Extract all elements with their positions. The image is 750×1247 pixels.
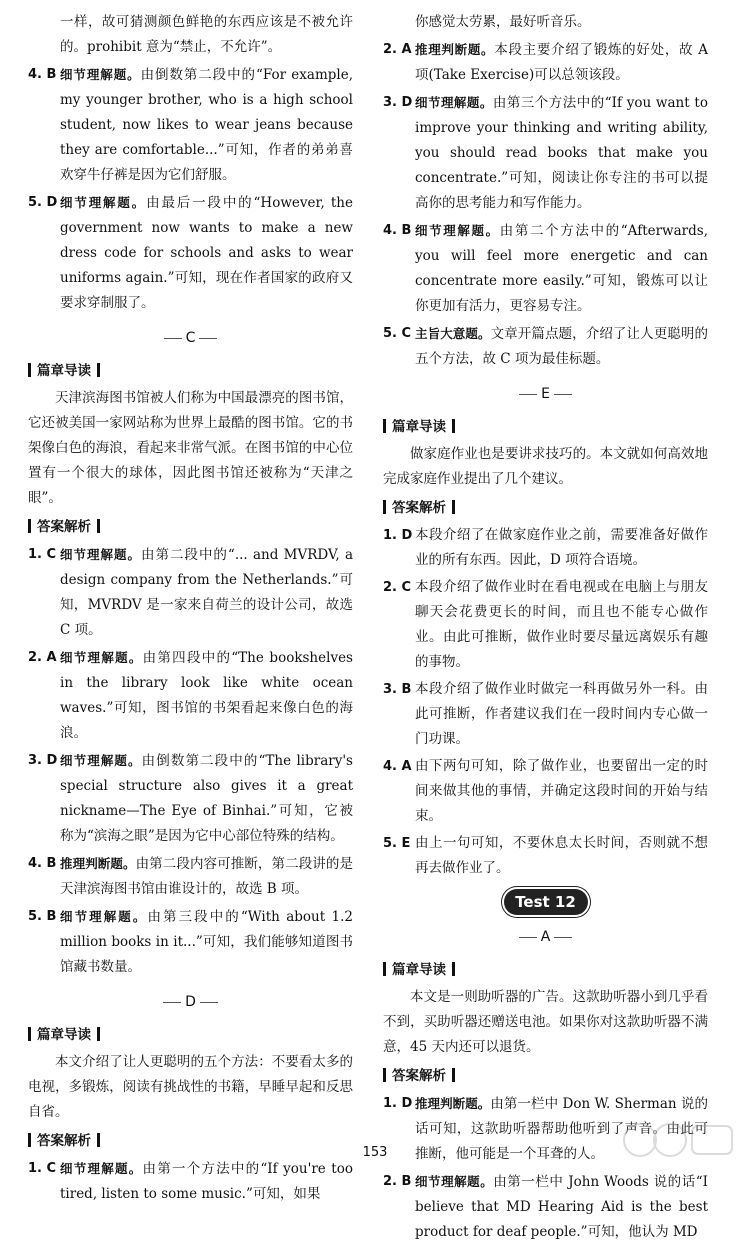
answer-item: [28, 542, 353, 643]
guide-paragraph: 天津滨海图书馆被人们称为中国最漂亮的图书馆，它还被美国一家网站称为世界上最酷的图书馆。它的书架像白色的海浪，看起来非常气派。在图书馆的中心位置有一个很大的球体，因此图书馆还被称为“天津之眼”。: [28, 390, 353, 506]
question-type: 细节理解题。: [415, 1174, 494, 1189]
section-divider: [28, 990, 353, 1015]
question-type: 细节理解题。: [60, 67, 141, 82]
answer-number: 2. A: [28, 650, 57, 665]
question-type: 细节理解题。: [60, 909, 148, 924]
right-column: [383, 10, 708, 1247]
answer-item: [28, 645, 353, 746]
answer-text: 由下两句可知，除了做作业，也要留出一定的时间来做其他的事情，并确定这段时间的开始与结束。: [415, 758, 708, 824]
question-type: 推理判断题。: [415, 1096, 491, 1111]
section-heading: 篇章导读: [28, 359, 353, 384]
answer-text: 本段介绍了做作业时在看电视或在电脑上与朋友聊天会花费更长的时间，而且也不能专心做作业。由此可推断，做作业时要尽量远离娱乐有趣的事物。: [415, 579, 708, 670]
section-heading: 篇章导读: [28, 1023, 353, 1048]
question-type: 细节理解题。: [60, 1161, 143, 1176]
answer-number: 3. D: [383, 95, 413, 110]
section-letter: D: [185, 994, 196, 1010]
answer-number: 5. C: [383, 326, 412, 341]
answer-item: [383, 523, 708, 573]
answer-item: [383, 677, 708, 752]
answer-number: 3. B: [383, 682, 412, 697]
question-type: 细节理解题。: [60, 547, 141, 562]
guide-paragraph: 本文是一则助听器的广告。这款助听器小到几乎看不到，买助听器还赠送电池。如果你对这款助听器不满意，45 天内还可以退货。: [383, 989, 708, 1055]
test-badge: Test 12: [504, 889, 588, 915]
page-number: 153: [362, 1145, 388, 1160]
question-type: 细节理解题。: [60, 753, 142, 768]
section-heading: 篇章导读: [383, 958, 708, 983]
answer-item: [28, 62, 353, 188]
guide-paragraph: 做家庭作业也是要讲求技巧的。本文就如何高效地完成家庭作业提出了几个建议。: [383, 446, 708, 487]
answer-item: [28, 190, 353, 316]
answer-text: 由第三个方法中的“If you want to improve your thinking and writing ability, you should read books that make you concentrate.”可知，阅读让你专注的书可以提高你的思考能力和写作能力。: [415, 95, 708, 211]
question-type: 主旨大意题。: [415, 326, 491, 341]
answer-number: 4. B: [28, 856, 57, 871]
question-type: 推理判断题。: [415, 42, 495, 57]
answer-number: 2. A: [383, 42, 412, 57]
answer-text: 由第三段中的“With about 1.2 million books in it...”可知，我们能够知道图书馆藏书数量。: [60, 909, 353, 975]
section-divider: [383, 925, 708, 950]
answer-number: 1. C: [28, 547, 57, 562]
answer-item: [383, 831, 708, 881]
answer-item: [383, 1169, 708, 1245]
left-column: [28, 10, 353, 1209]
answer-number: 5. D: [28, 195, 58, 210]
answer-text: 由第一栏中 Don W. Sherman 说的话可知，这款助听器帮助他听到了声音。由此可推断，他可能是一个耳聋的人。: [415, 1096, 708, 1162]
answer-number: 4. A: [383, 759, 412, 774]
section-heading: 篇章导读: [383, 415, 708, 440]
answer-text: 由第一栏中 John Woods 说的话“I believe that MD Hearing Aid is the best product for deaf people.”可知，他认为 MD: [415, 1174, 708, 1240]
answer-number: 2. B: [383, 1174, 412, 1189]
answer-text: 由上一句可知，不要休息太长时间，否则就不想再去做作业了。: [415, 835, 708, 876]
section-heading: 答案解析: [28, 1129, 353, 1154]
watermark-logo: [620, 1120, 740, 1160]
question-type: 细节理解题。: [60, 650, 143, 665]
section-heading: 答案解析: [383, 1064, 708, 1089]
answer-item: [28, 904, 353, 980]
section-divider: [383, 382, 708, 407]
section-letter: A: [540, 929, 551, 945]
answer-text: 本段介绍了在做家庭作业之前，需要准备好做作业的所有东西。因此，D 项符合语境。: [415, 527, 708, 568]
answer-number: 3. D: [28, 753, 58, 768]
answer-text: 由第二个方法中的“Afterwards, you will feel more energetic and can concentrate more easily.”可知，锻炼可以让你更加有活力，更容易专注。: [415, 223, 708, 314]
answer-item: [383, 90, 708, 216]
guide-paragraph: 本文介绍了让人更聪明的五个方法：不要看太多的电视，多锻炼，阅读有挑战性的书籍，早睡早起和反思自省。: [28, 1054, 353, 1120]
section-letter: E: [541, 386, 550, 402]
answer-text: 本段介绍了做作业时做完一科再做另外一科。由此可推断，作者建议我们在一段时间内专心做一门功课。: [415, 681, 708, 747]
answer-item: [383, 321, 708, 372]
answer-text: 由第四段中的“The bookshelves in the library look like white ocean waves.”可知，图书馆的书架看起来像白色的海浪。: [60, 650, 353, 741]
answer-number: 1. D: [383, 528, 413, 543]
answer-item: [383, 37, 708, 88]
answer-item: [28, 851, 353, 902]
question-type: 细节理解题。: [60, 195, 147, 210]
answer-text: 由倒数第二段中的“For example, my younger brother, who is a high school student, now likes to wear jeans because they are comfortable...”可知，作者的弟弟喜欢穿牛仔裤是因为它们舒服。: [60, 67, 353, 183]
answer-number: 5. B: [28, 909, 57, 924]
answer-item: [28, 748, 353, 849]
answer-text: 由第二段中的“... and MVRDV, a design company from the Netherlands.”可知，MVRDV 是一家来自荷兰的设计公司，故选 C 项。: [60, 547, 353, 638]
answer-text: 由最后一段中的“However, the government now wants to make a new dress code for schools and asks to wear uniforms again.”可知，现在作者国家的政府又要求穿制服了。: [60, 195, 353, 311]
answer-number: 4. B: [28, 67, 57, 82]
answer-number: 2. C: [383, 580, 412, 595]
section-divider: [28, 326, 353, 351]
answer-number: 4. B: [383, 223, 412, 238]
answer-text: 本段主要介绍了锻炼的好处，故 A 项(Take Exercise)可以总领该段。: [415, 42, 708, 83]
continued-text: 一样，故可猜测颜色鲜艳的东西应该是不被允许的。prohibit 意为“禁止，不允许”。: [60, 14, 353, 55]
question-type: 推理判断题。: [60, 856, 136, 871]
answer-item: [383, 754, 708, 829]
answer-item: [383, 218, 708, 319]
answer-number: 5. E: [383, 836, 411, 851]
answer-item: [383, 575, 708, 675]
question-type: 细节理解题。: [415, 223, 500, 238]
section-letter: C: [185, 330, 196, 346]
section-heading: 答案解析: [383, 496, 708, 521]
answer-number: 1. D: [383, 1096, 413, 1111]
continued-text: 你感觉太劳累，最好听音乐。: [415, 14, 591, 30]
answer-text: 由倒数第二段中的“The library's special structure also gives it a great nickname—The Eye of Binhai.”可知，它被称为“滨海之眼”是因为它中心部位特殊的结构。: [60, 753, 353, 844]
answer-number: 1. C: [28, 1161, 57, 1176]
answer-text: 由第一个方法中的“If you're too tired, listen to some music.”可知，如果: [60, 1161, 353, 1202]
answer-text: 由第二段内容可推断，第二段讲的是天津滨海图书馆由谁设计的，故选 B 项。: [60, 856, 353, 897]
answer-text: 文章开篇点题，介绍了让人更聪明的五个方法，故 C 项为最佳标题。: [415, 326, 708, 367]
section-heading: 答案解析: [28, 515, 353, 540]
question-type: 细节理解题。: [415, 95, 493, 110]
